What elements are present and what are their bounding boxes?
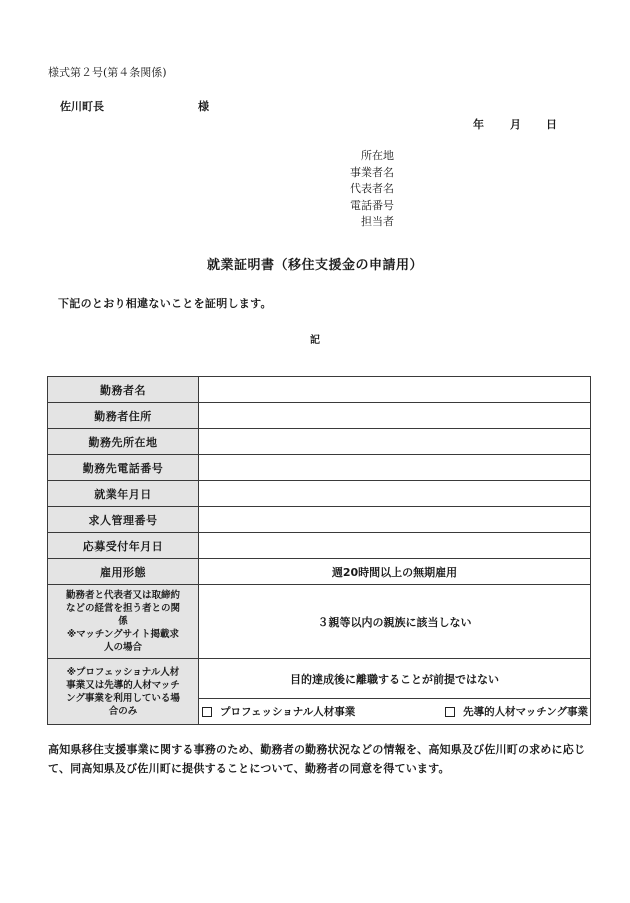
relation-label-line: 勤務者と代表者又は取締約	[65, 590, 180, 601]
consent-statement: 高知県移住支援事業に関する事務のため、勤務者の勤務状況などの情報を、高知県及び佐川町の求めに応じて、同高知県及び佐川町に提供することについて、勤務者の同意を得ています。	[48, 743, 586, 775]
table-row	[48, 481, 591, 507]
table-row	[48, 507, 591, 533]
relation-label	[48, 585, 199, 659]
row-label: 応募受付年月日	[48, 533, 199, 559]
relation-label-line: 人の場合	[103, 642, 142, 653]
relation-label-line: 係	[118, 616, 128, 627]
relation-label-line: ※マッチングサイト掲載求	[66, 629, 180, 640]
option-label: 先導的人材マッチング事業	[463, 706, 588, 718]
workplace-address-field[interactable]	[199, 429, 591, 455]
option-leading-matching[interactable]	[445, 704, 588, 719]
date-year-label: 年	[473, 118, 484, 131]
table-row	[48, 403, 591, 429]
table-row	[48, 455, 591, 481]
row-label: 就業年月日	[48, 481, 199, 507]
sender-company-label: 事業者名	[350, 165, 394, 179]
table-row	[48, 533, 591, 559]
employment-date-field[interactable]	[199, 481, 591, 507]
sender-contact-label: 担当者	[361, 215, 394, 228]
option-label: プロフェッショナル人材事業	[220, 706, 356, 718]
relation-label-line: などの経営を担う者との関	[65, 603, 180, 614]
workplace-phone-field[interactable]	[199, 455, 591, 481]
option-professional[interactable]	[202, 704, 355, 719]
table-row	[48, 559, 591, 585]
honorific: 様	[198, 100, 209, 113]
certificate-table	[47, 376, 591, 725]
professional-value: 目的達成後に離職することが前提ではない	[199, 659, 591, 699]
relation-value: ３親等以内の親族に該当しない	[199, 585, 591, 659]
document-title: 就業証明書（移住支援金の申請用）	[206, 258, 423, 273]
sender-representative-label: 代表者名	[350, 182, 394, 195]
sender-block	[330, 148, 394, 231]
professional-label	[48, 659, 199, 725]
intro-text: 下記のとおり相違ないことを証明します。	[58, 297, 272, 310]
program-options-cell	[199, 699, 591, 725]
date-month-label: 月	[510, 118, 521, 131]
employment-type-value: 週20時間以上の無期雇用	[199, 559, 591, 585]
table-row	[48, 585, 591, 659]
professional-label-line: 事業又は先導的人材マッチ	[66, 679, 180, 691]
table-row	[48, 377, 591, 403]
row-label: 求人管理番号	[48, 507, 199, 533]
leading-matching-checkbox[interactable]	[445, 707, 455, 717]
addressee: 佐川町長	[60, 100, 104, 113]
worker-address-field[interactable]	[199, 403, 591, 429]
row-label: 勤務者住所	[48, 403, 199, 429]
application-date-field[interactable]	[199, 533, 591, 559]
ki-heading: 記	[310, 335, 320, 346]
sender-phone-label: 電話番号	[350, 198, 394, 212]
table-row	[48, 429, 591, 455]
row-label: 勤務先所在地	[48, 429, 199, 455]
date-day-label: 日	[546, 118, 557, 131]
professional-checkbox[interactable]	[202, 707, 212, 717]
row-label: 勤務先電話番号	[48, 455, 199, 481]
professional-label-line: ※プロフェッショナル人材	[66, 666, 180, 678]
worker-name-field[interactable]	[199, 377, 591, 403]
job-posting-number-field[interactable]	[199, 507, 591, 533]
professional-label-line: 合のみ	[108, 705, 138, 717]
professional-label-line: ング事業を利用している場	[66, 692, 180, 704]
row-label: 雇用形態	[48, 559, 199, 585]
sender-address-label: 所在地	[361, 149, 394, 162]
form-number: 様式第２号(第４条関係)	[48, 66, 167, 79]
table-row	[48, 659, 591, 699]
row-label: 勤務者名	[48, 377, 199, 403]
